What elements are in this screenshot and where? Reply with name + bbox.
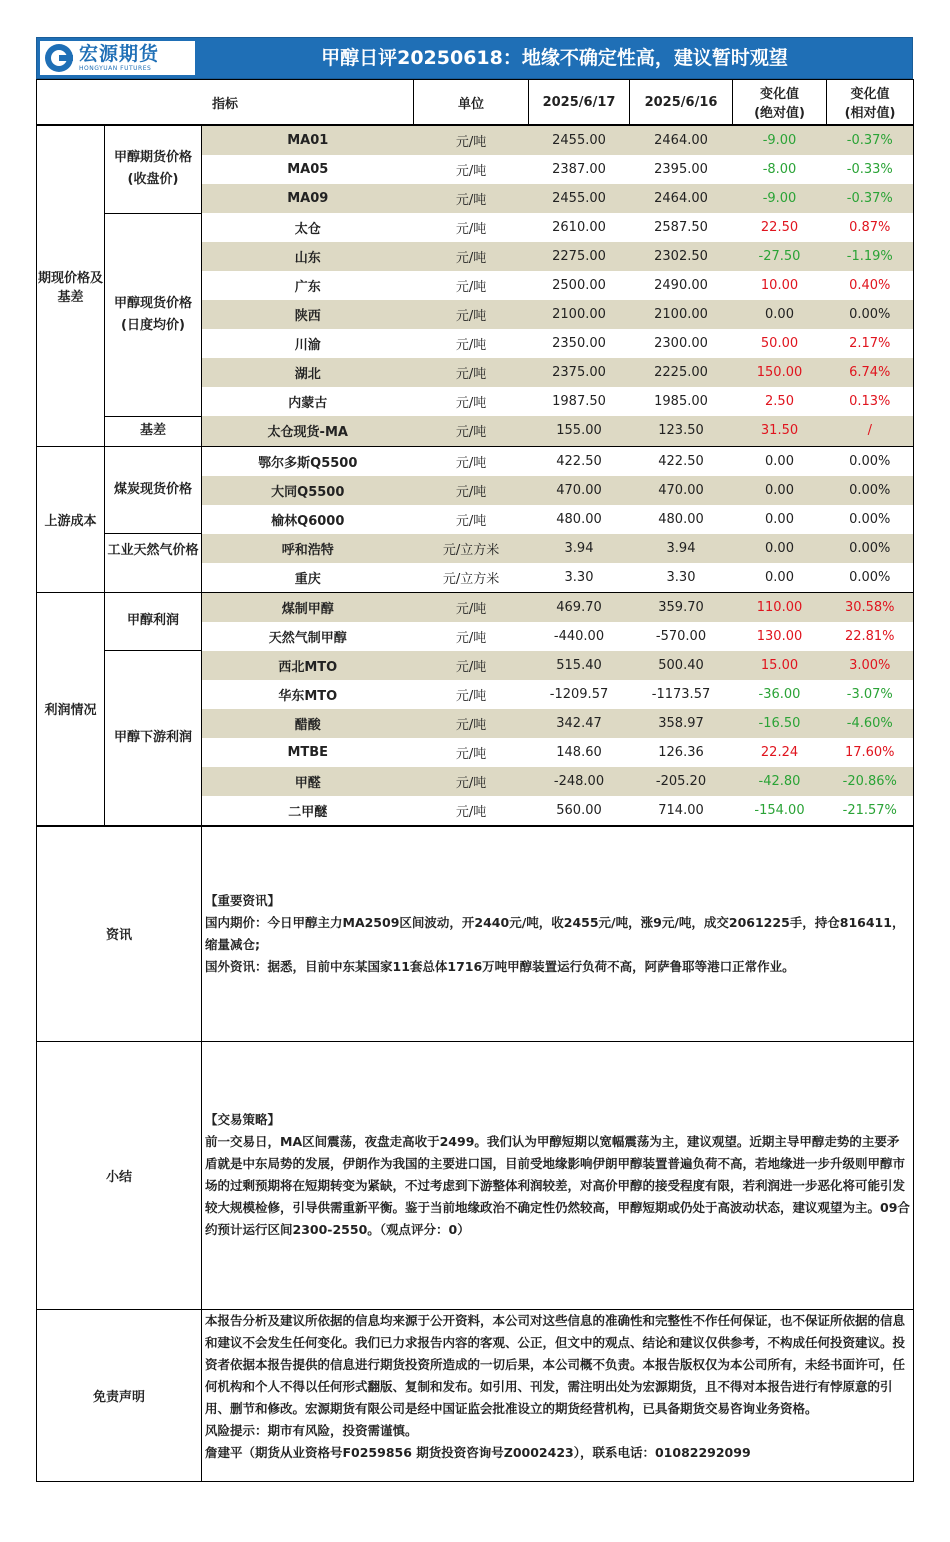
abs-change-cell: 22.24: [760, 744, 799, 760]
rel-change-cell: 0.87%: [827, 213, 914, 242]
news-foreign: 国外资讯：据悉，目前中东某国家11套总体1716万吨甲醇装置运行负荷不高，阿萨鲁耶等港口正常作业。: [205, 958, 795, 974]
unit-cell: 元/吨: [455, 630, 487, 646]
unit-cell: 元/吨: [414, 184, 529, 213]
disclaimer-section: [37, 1309, 914, 1481]
value-date1: 2375.00: [529, 358, 630, 387]
unit-cell: 元/吨: [455, 338, 487, 353]
indicator-name: 甲醛: [202, 767, 414, 796]
indicator-name: 内蒙古: [288, 396, 328, 411]
rel-change-cell: 0.00%: [827, 300, 914, 329]
value-date1: 480.00: [556, 511, 602, 527]
unit-cell: 元/吨: [414, 125, 529, 155]
abs-change-cell: -27.50: [733, 242, 827, 271]
value-date2: 2100.00: [630, 300, 733, 329]
summary-section: [37, 1041, 914, 1309]
value-date1: -440.00: [553, 628, 605, 644]
indicator-name: 鄂尔多斯Q5500: [258, 455, 358, 471]
summary-heading: 【交易策略】: [205, 1112, 281, 1127]
value-date1: 3.30: [529, 563, 630, 593]
value-date1: 3.94: [529, 534, 630, 563]
unit-cell: 元/吨: [414, 358, 529, 387]
value-date2: 2225.00: [630, 358, 733, 387]
report-header: [36, 37, 913, 79]
value-date2: 1985.00: [654, 394, 708, 409]
abs-change-cell: 0.00: [765, 453, 794, 469]
value-date1: 155.00: [529, 416, 630, 446]
value-date2: 2302.50: [630, 242, 733, 271]
risk-notice: 风险提示：期市有风险，投资需谨慎。: [205, 1422, 418, 1438]
group-label: 上游成本: [37, 446, 105, 592]
value-date1: 469.70: [529, 592, 630, 622]
value-date2: -570.00: [655, 628, 707, 644]
rel-change-cell: -0.37%: [827, 125, 914, 155]
summary-label: 小结: [37, 1041, 202, 1309]
summary-body: [202, 1041, 914, 1309]
rel-change-cell: -20.86%: [827, 767, 914, 796]
rel-change-cell: 0.40%: [827, 271, 914, 300]
unit-cell: 元/吨: [455, 164, 487, 179]
table-row: [37, 592, 914, 622]
value-date2: 2587.50: [654, 220, 708, 235]
rel-change-cell: -1.19%: [827, 242, 914, 271]
company-logo: [40, 41, 195, 75]
col-rel-change: 变化值 (相对值): [827, 80, 914, 126]
indicator-name: 重庆: [202, 563, 414, 593]
value-date1: 2455.00: [529, 125, 630, 155]
value-date1: 1987.50: [552, 394, 606, 409]
subgroup-label: 基差: [105, 416, 202, 446]
rel-change-cell: 2.17%: [827, 329, 914, 358]
value-date1: 2387.00: [552, 162, 606, 177]
subgroup-label: 甲醇期货价格(收盘价): [105, 125, 202, 213]
table-row: [37, 125, 914, 155]
col-abs-change: 变化值 (绝对值): [733, 80, 827, 126]
subgroup-label: 甲醇利润: [105, 592, 202, 651]
abs-change-cell: 31.50: [733, 416, 827, 446]
unit-cell: 元/吨: [414, 709, 529, 738]
value-date1: 2100.00: [529, 300, 630, 329]
abs-change-cell: 10.00: [760, 278, 799, 293]
value-date2: -1173.57: [651, 686, 711, 702]
rel-change-cell: -21.57%: [827, 796, 914, 826]
group-label: 期现价格及基差: [37, 125, 105, 446]
unit-cell: 元/吨: [455, 455, 487, 471]
rel-change-cell: 3.00%: [827, 651, 914, 680]
indicator-name: 广东: [294, 280, 321, 295]
abs-change-cell: 22.50: [760, 220, 799, 235]
unit-cell: 元/吨: [414, 767, 529, 796]
value-date2: 2464.00: [630, 184, 733, 213]
rel-change-cell: 0.00%: [827, 476, 914, 505]
logo-icon: [45, 44, 73, 72]
rel-change-cell: -0.37%: [827, 184, 914, 213]
indicator-name: 川渝: [294, 338, 321, 353]
value-date2: 126.36: [658, 744, 704, 760]
indicator-name: 呼和浩特: [202, 534, 414, 563]
indicator-name: 榆林Q6000: [271, 513, 345, 529]
rel-change-cell: /: [827, 416, 914, 446]
rel-change-cell: 30.58%: [827, 592, 914, 622]
indicator-name: 二甲醚: [202, 796, 414, 826]
news-section: [37, 826, 914, 1041]
value-date2: 2490.00: [654, 278, 708, 293]
group-label: 利润情况: [37, 592, 105, 825]
abs-change-cell: 0.00: [733, 563, 827, 593]
news-label: 资讯: [37, 826, 202, 1041]
report-title: 甲醇日评20250618：地缘不确定性高，建议暂时观望: [321, 47, 788, 69]
unit-cell: 元/吨: [414, 476, 529, 505]
unit-cell: 元/吨: [414, 300, 529, 329]
indicator-name: 山东: [202, 242, 414, 271]
indicator-name: 太仓现货-MA: [202, 416, 414, 446]
news-domestic: 国内期价：今日甲醇主力MA2509区间波动，开2440元/吨，收2455元/吨，涨9元/吨，成交2061225手，持仓816411，缩量减仓;: [205, 914, 905, 952]
rel-change-cell: 0.00%: [827, 563, 914, 593]
value-date2: 480.00: [658, 511, 704, 527]
table-header-row: [37, 80, 914, 126]
abs-change-cell: -9.00: [733, 125, 827, 155]
unit-cell: 元/吨: [455, 688, 487, 704]
value-date1: 342.47: [529, 709, 630, 738]
disclaimer-body: [202, 1309, 914, 1481]
unit-cell: 元/吨: [455, 746, 487, 762]
subgroup-label: 甲醇现货价格(日度均价): [105, 213, 202, 416]
analyst-contact: 詹建平（期货从业资格号F0259856 期货投资咨询号Z0002423），联系电话：01082292099: [205, 1444, 751, 1460]
abs-change-cell: 15.00: [733, 651, 827, 680]
col-date2: 2025/6/16: [630, 80, 733, 126]
value-date2: 2300.00: [654, 336, 708, 351]
value-date1: 515.40: [529, 651, 630, 680]
rel-change-cell: 0.00%: [827, 446, 914, 476]
unit-cell: 元/吨: [414, 796, 529, 826]
abs-change-cell: -9.00: [733, 184, 827, 213]
logo-english-name: HONGYUAN FUTURES: [79, 64, 152, 72]
value-date2: 359.70: [630, 592, 733, 622]
unit-cell: 元/吨: [455, 513, 487, 529]
abs-change-cell: 130.00: [756, 628, 803, 644]
unit-cell: 元/吨: [414, 651, 529, 680]
col-unit: 单位: [414, 80, 529, 126]
rel-change-cell: -4.60%: [827, 709, 914, 738]
abs-change-cell: -36.00: [758, 686, 801, 702]
value-date2: 358.97: [630, 709, 733, 738]
col-date1: 2025/6/17: [529, 80, 630, 126]
value-date1: 560.00: [529, 796, 630, 826]
indicator-name: 西北MTO: [202, 651, 414, 680]
news-body: [202, 826, 914, 1041]
indicator-name: MA09: [202, 184, 414, 213]
indicator-name: 太仓: [294, 222, 321, 237]
indicator-name: MTBE: [287, 744, 329, 760]
value-date1: 470.00: [529, 476, 630, 505]
col-indicator: 指标: [37, 80, 414, 126]
indicator-name: 煤制甲醇: [202, 592, 414, 622]
abs-change-cell: 150.00: [733, 358, 827, 387]
subgroup-label: 甲醇下游利润: [105, 651, 202, 826]
abs-change-cell: 0.00: [765, 511, 794, 527]
indicator-name: MA01: [202, 125, 414, 155]
value-date2: 123.50: [630, 416, 733, 446]
value-date1: 2455.00: [529, 184, 630, 213]
indicator-name: 湖北: [202, 358, 414, 387]
value-date1: 2610.00: [552, 220, 606, 235]
value-date2: -205.20: [630, 767, 733, 796]
value-date2: 2395.00: [654, 162, 708, 177]
unit-cell: 元/吨: [414, 242, 529, 271]
disclaimer-label: 免责声明: [37, 1309, 202, 1481]
value-date1: 2275.00: [529, 242, 630, 271]
abs-change-cell: 2.50: [765, 394, 794, 409]
abs-change-cell: 50.00: [760, 336, 799, 351]
value-date2: 470.00: [630, 476, 733, 505]
value-date2: 3.30: [630, 563, 733, 593]
value-date1: 148.60: [556, 744, 602, 760]
indicator-name: 醋酸: [202, 709, 414, 738]
rel-change-cell: 0.00%: [827, 505, 914, 534]
indicator-name: 天然气制甲醇: [268, 630, 347, 646]
rel-change-cell: 17.60%: [827, 738, 914, 767]
rel-change-cell: 6.74%: [827, 358, 914, 387]
text-sections: [36, 826, 914, 1482]
value-date2: 422.50: [658, 453, 704, 469]
value-date2: 2464.00: [630, 125, 733, 155]
value-date2: 3.94: [630, 534, 733, 563]
rel-change-cell: -3.07%: [827, 680, 914, 709]
value-date2: 500.40: [630, 651, 733, 680]
value-date1: 2500.00: [552, 278, 606, 293]
rel-change-cell: 0.13%: [827, 387, 914, 416]
abs-change-cell: 0.00: [733, 476, 827, 505]
table-row: [37, 446, 914, 476]
disclaimer-text: 本报告分析及建议所依据的信息均来源于公开资料，本公司对这些信息的准确性和完整性不作任何保证，也不保证所依据的信息和建议不会发生任何变化。我们已力求报告内容的客观、公正，但文中的观点、结论和建议仅供参考，不构成任何投资建议。投资者依据本报告提供的信息进行期货投资所造成的一切后果，本公司概不负责。本报告版权仅为本公司所有，未经书面许可，任何机构和个人不得以任何形式翻版、复制和发布。如引用、刊发，需注明出处为宏源期货，且不得对本报告进行有悖原意的引用、删节和修改。宏源期货有限公司是经中国证监会批准设立的期货经营机构，已具备期货交易咨询业务资格。: [205, 1312, 906, 1416]
rel-change-cell: -0.33%: [827, 155, 914, 184]
report: [36, 37, 913, 1482]
unit-cell: 元/吨: [455, 222, 487, 237]
unit-cell: 元/立方米: [414, 534, 529, 563]
table-row: [37, 651, 914, 680]
abs-change-cell: -154.00: [733, 796, 827, 826]
indicator-name: 陕西: [202, 300, 414, 329]
value-date1: 422.50: [556, 453, 602, 469]
unit-cell: 元/吨: [455, 280, 487, 295]
value-date1: -248.00: [529, 767, 630, 796]
abs-change-cell: -8.00: [762, 162, 797, 177]
rel-change-cell: 0.00%: [827, 534, 914, 563]
unit-cell: 元/立方米: [414, 563, 529, 593]
unit-cell: 元/吨: [414, 592, 529, 622]
indicator-name: MA05: [287, 162, 329, 177]
value-date1: 2350.00: [552, 336, 606, 351]
subgroup-label: 工业天然气价格: [105, 534, 202, 593]
logo-name: 宏源期货: [79, 42, 160, 65]
indicator-name: 华东MTO: [278, 688, 338, 704]
abs-change-cell: 0.00: [733, 300, 827, 329]
abs-change-cell: -16.50: [733, 709, 827, 738]
abs-change-cell: -42.80: [733, 767, 827, 796]
table-row: [37, 213, 914, 242]
table-row: [37, 534, 914, 563]
abs-change-cell: 110.00: [733, 592, 827, 622]
abs-change-cell: 0.00: [733, 534, 827, 563]
rel-change-cell: 22.81%: [827, 622, 914, 651]
unit-cell: 元/吨: [455, 396, 487, 411]
indicator-table: [36, 79, 914, 826]
table-row: [37, 416, 914, 446]
unit-cell: 元/吨: [414, 416, 529, 446]
value-date1: -1209.57: [549, 686, 609, 702]
summary-text: 前一交易日，MA区间震荡，夜盘走高收于2499。我们认为甲醇短期以宽幅震荡为主，建议观望。近期主导甲醇走势的主要矛盾就是中东局势的发展，伊朗作为我国的主要进口国，目前受地缘影响伊朗甲醇装置普遍负荷不高，若地缘进一步升级则甲醇市场的过剩预期将在短期转变为紧缺，不过考虑到下游整体利润较差，对高价甲醇的接受程度有限，若利润进一步恶化将可能引发较大规模检修，引导供需重新平衡。鉴于当前地缘政治不确定性仍然较高，甲醇短期或仍处于高波动状态，建议观望为主。09合约预计运行区间2300-2550。（观点评分：0）: [205, 1134, 910, 1237]
value-date2: 714.00: [630, 796, 733, 826]
news-heading: 【重要资讯】: [205, 892, 281, 908]
indicator-name: 大同Q5500: [202, 476, 414, 505]
subgroup-label: 煤炭现货价格: [105, 446, 202, 534]
